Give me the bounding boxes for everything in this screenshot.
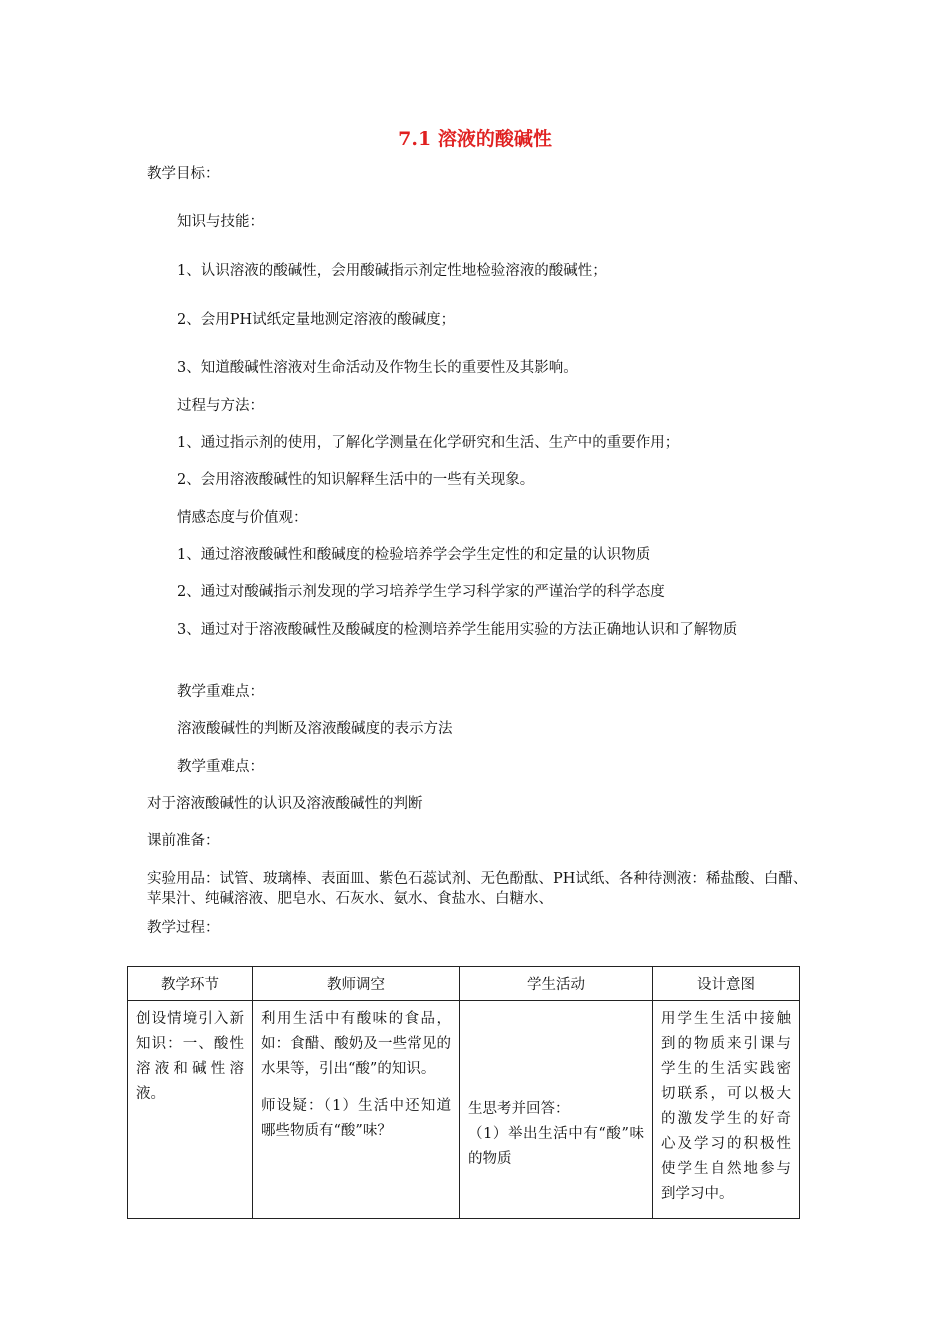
cell-intent: [653, 1001, 800, 1219]
header-intent: 设计意图: [653, 967, 800, 1001]
header-student: 学生活动: [460, 967, 653, 1001]
heading-emotion-values: 情感态度与价值观：: [177, 510, 308, 526]
key-difficulty-1-text: 溶液酸碱性的判断及溶液酸碱度的表示方法: [177, 721, 453, 737]
heading-process-methods: 过程与方法：: [177, 398, 264, 414]
cell-stage: [128, 1001, 253, 1219]
knowledge-item-1: 1、认识溶液的酸碱性，会用酸碱指示剂定性地检验溶液的酸碱性；: [177, 263, 607, 279]
stage-text: 创设情境引入新知识：一、酸性溶液和碱性溶液。: [136, 1011, 244, 1102]
header-stage: 教学环节: [128, 967, 253, 1001]
heading-key-difficulty-2: 教学重难点：: [177, 759, 264, 775]
student-text-b: （1）举出生活中有“酸”味的物质: [468, 1126, 644, 1167]
heading-key-difficulty-1: 教学重难点：: [177, 684, 264, 700]
lesson-plan-table: [127, 966, 800, 1219]
heading-knowledge-skills: 知识与技能：: [177, 214, 264, 230]
header-teacher: 教师调空: [253, 967, 460, 1001]
table-row: [128, 1001, 800, 1219]
teacher-text-b: 师设疑：（1）生活中还知道哪些物质有“酸”味？: [261, 1098, 451, 1139]
process-item-2: 2、会用溶液酸碱性的知识解释生活中的一些有关现象。: [177, 472, 535, 488]
teacher-text-a: 利用生活中有酸味的食品，如：食醋、酸奶及一些常见的水果等，引出“酸”的知识。: [261, 1011, 451, 1077]
section-preparation: 课前准备：: [147, 833, 220, 849]
materials-text: 实验用品：试管、玻璃棒、表面皿、紫色石蕊试剂、无色酚酞、PH试纸、各种待测液：稀盐酸、白醋、苹果汁、纯碱溶液、肥皂水、石灰水、氨水、食盐水、白糖水、: [147, 871, 808, 907]
intent-text: 用学生生活中接触到的物质来引课与学生的生活实践密切联系，可以极大的激发学生的好奇心及学习的积极性使学生自然地参与到学习中。: [661, 1011, 791, 1202]
knowledge-item-3: 3、知道酸碱性溶液对生命活动及作物生长的重要性及其影响。: [177, 360, 578, 376]
section-teaching-process: 教学过程：: [147, 920, 220, 936]
cell-teacher: [253, 1001, 460, 1219]
key-difficulty-2-text: 对于溶液酸碱性的认识及溶液酸碱性的判断: [147, 796, 423, 812]
emotion-item-1: 1、通过溶液酸碱性和酸碱度的检验培养学会学生定性的和定量的认识物质: [177, 547, 651, 563]
table-header-row: [128, 967, 800, 1001]
section-teaching-goals: 教学目标：: [147, 166, 220, 182]
process-item-1: 1、通过指示剂的使用，了解化学测量在化学研究和生活、生产中的重要作用；: [177, 435, 680, 451]
emotion-item-2: 2、通过对酸碱指示剂发现的学习培养学生学习科学家的严谨治学的科学态度: [177, 584, 665, 600]
emotion-item-3: 3、通过对于溶液酸碱性及酸碱度的检测培养学生能用实验的方法正确地认识和了解物质: [177, 622, 738, 638]
knowledge-item-2: 2、会用PH试纸定量地测定溶液的酸碱度；: [177, 312, 456, 328]
cell-student: [460, 1001, 653, 1219]
student-text-a: 生思考并回答：: [468, 1101, 570, 1117]
page-title: 7.1 溶液的酸碱性: [398, 128, 552, 150]
